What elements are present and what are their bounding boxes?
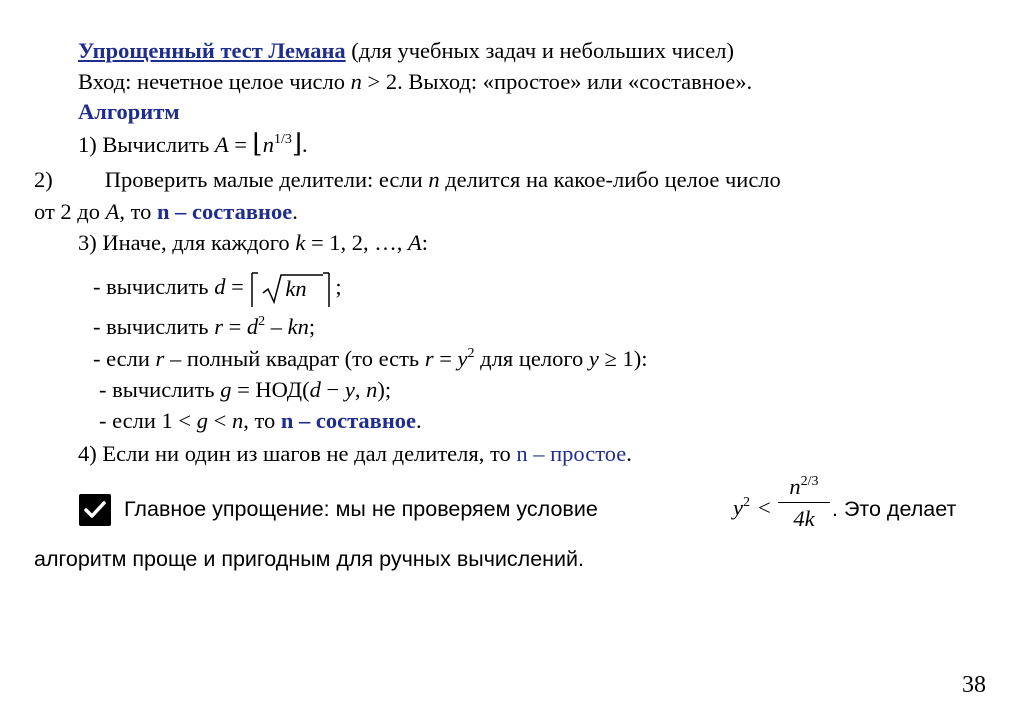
var-d: d: [309, 377, 321, 402]
sub-compute-g: [99, 376, 391, 404]
semicolon: ;: [335, 274, 342, 299]
sub-if-square: [93, 345, 647, 373]
var-r: r: [155, 346, 165, 371]
period: .: [416, 408, 422, 433]
product-kn: kn: [287, 314, 309, 339]
floor-right: ⌋: [291, 129, 302, 158]
sub-if-text-2: – полный квадрат (то есть: [164, 346, 425, 371]
close-paren: );: [377, 377, 392, 402]
var-n: n: [428, 167, 440, 192]
fraction-denominator: [778, 503, 830, 535]
slide-heading: Упрощенный тест Лемана: [78, 38, 346, 63]
colon: :: [421, 230, 429, 255]
io-text-1: Вход: нечетное целое число: [78, 69, 351, 94]
period: .: [301, 132, 308, 157]
less-than: <: [207, 408, 232, 433]
var-n: n: [231, 408, 244, 433]
sub-if2-result: n – составное: [280, 408, 417, 433]
var-g: g: [196, 408, 208, 433]
sub-if-text-1: - если: [93, 346, 156, 371]
var-y: y: [457, 346, 468, 371]
var-d: d: [246, 314, 259, 339]
step2-text-4: , то: [119, 199, 158, 224]
step4-text: 4) Если ни один из шагов не дал делителя, то: [78, 441, 517, 466]
step-2-line-2: [34, 198, 298, 226]
step-3: [78, 229, 428, 257]
exponent: 2: [258, 314, 266, 329]
sub-g-text: - вычислить: [99, 377, 221, 402]
var-n: n: [789, 474, 801, 499]
note-formula-lhs: [733, 494, 771, 522]
var-A: A: [408, 230, 422, 255]
sub-r-text: - вычислить: [93, 314, 215, 339]
exponent: 2: [467, 346, 475, 361]
note-line-2: алгоритм проще и пригодным для ручных вычислений.: [34, 547, 585, 571]
step-4: [78, 440, 632, 468]
sub-compute-r: [93, 313, 315, 341]
equals: =: [433, 346, 458, 371]
period: .: [292, 199, 298, 224]
gcd-text: = НОД(: [231, 377, 310, 402]
algorithm-label: Алгоритм: [78, 99, 180, 124]
var-n: n: [262, 132, 274, 157]
semicolon: ;: [308, 314, 316, 339]
exponent: 2: [743, 495, 750, 510]
sub-if2-text-1: - если 1 <: [99, 408, 197, 433]
var-r: r: [424, 346, 434, 371]
sub-if2-text-2: , то: [243, 408, 281, 433]
fraction-numerator: [778, 472, 830, 503]
step3-text-1: 3) Иначе, для каждого: [78, 230, 296, 255]
var-d: d: [214, 274, 226, 299]
floor-left: ⌊: [252, 129, 263, 158]
radicand-kn: kn: [285, 276, 307, 301]
step4-result: n – простое: [516, 441, 627, 466]
period: .: [626, 441, 632, 466]
var-y: y: [588, 346, 599, 371]
step1-text: 1) Вычислить: [78, 132, 215, 157]
title-line: [78, 37, 734, 65]
checkbox-check-icon: [79, 494, 111, 526]
ceil-sqrt-expression: [249, 269, 335, 309]
equals: =: [222, 314, 247, 339]
exponent: 1/3: [273, 132, 292, 147]
var-k: k: [295, 230, 306, 255]
sub-compute-d: [93, 269, 342, 309]
step2-result: n – составное: [157, 199, 293, 224]
step2-text-3: от 2 до: [34, 199, 106, 224]
denominator-4k: 4k: [793, 506, 815, 531]
step-2-line-1: [34, 166, 781, 194]
equals: =: [228, 132, 253, 157]
var-A: A: [214, 132, 229, 157]
page-number: 38: [962, 672, 986, 698]
note-fraction: [778, 472, 830, 535]
heading-note: (для учебных задач и небольших чисел): [345, 38, 734, 63]
step-1: [78, 130, 308, 159]
var-n: n: [350, 69, 362, 94]
note-line-1: Главное упрощение: мы не проверяем условие: [124, 497, 598, 521]
minus: –: [265, 314, 288, 339]
io-line: [78, 68, 752, 96]
var-A: A: [105, 199, 120, 224]
sub-if-text-4: ≥ 1):: [598, 346, 648, 371]
var-n: n: [366, 377, 378, 402]
sub-if-text-3: для целого: [474, 346, 589, 371]
minus: −: [320, 377, 345, 402]
io-text-2: > 2. Выход: «простое» или «составное».: [361, 69, 753, 94]
var-r: r: [214, 314, 223, 339]
note-line-1-end: . Это делает: [832, 497, 957, 521]
step2-number: 2): [34, 167, 53, 192]
comma: ,: [354, 377, 367, 402]
step2-text-1: Проверить малые делители: если: [104, 167, 429, 192]
var-y: y: [344, 377, 355, 402]
exponent: 2/3: [800, 474, 819, 489]
var-y: y: [733, 495, 743, 520]
step2-text-2: делится на какое-либо целое число: [439, 167, 781, 192]
sub-d-text: - вычислить: [93, 274, 215, 299]
less-than: <: [758, 495, 771, 520]
sub-if-gcd: [99, 407, 422, 435]
equals: =: [225, 274, 250, 299]
var-g: g: [220, 377, 232, 402]
step3-text-2: = 1, 2, …,: [305, 230, 409, 255]
